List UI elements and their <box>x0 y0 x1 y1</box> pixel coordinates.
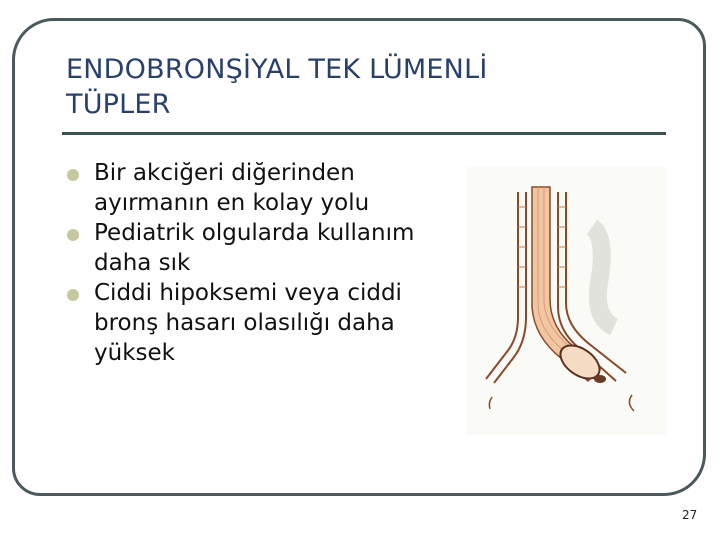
bullet-text-line: Pediatrik olgularda kullanım <box>94 220 415 246</box>
bullet-text-line: Bir akciğeri diğerinden <box>94 160 355 186</box>
bullet-item <box>66 158 486 218</box>
bullet-list <box>66 158 486 368</box>
bullet-item <box>66 218 486 278</box>
title-line-1: ENDOBRONŞİYAL TEK LÜMENLİ <box>66 54 488 85</box>
bullet-text-line: Ciddi hipoksemi veya ciddi <box>94 280 402 306</box>
bullet-dot-icon <box>67 289 79 301</box>
endobronchial-tube-illustration <box>466 167 666 435</box>
bullet-text-line: bronş hasarı olasılığı daha <box>94 310 395 336</box>
bullet-dot-icon <box>67 229 79 241</box>
title-underline <box>62 132 666 135</box>
title-line-2: TÜPLER <box>66 89 171 120</box>
bullet-item <box>66 278 486 368</box>
slide-title <box>66 52 626 122</box>
bullet-text-line: ayırmanın en kolay yolu <box>94 190 370 216</box>
page-number: 27 <box>682 508 698 522</box>
tube-diagram-icon <box>466 167 666 435</box>
bullet-dot-icon <box>67 169 79 181</box>
bullet-text-line: daha sık <box>94 250 191 276</box>
bullet-text-line: yüksek <box>94 340 175 366</box>
